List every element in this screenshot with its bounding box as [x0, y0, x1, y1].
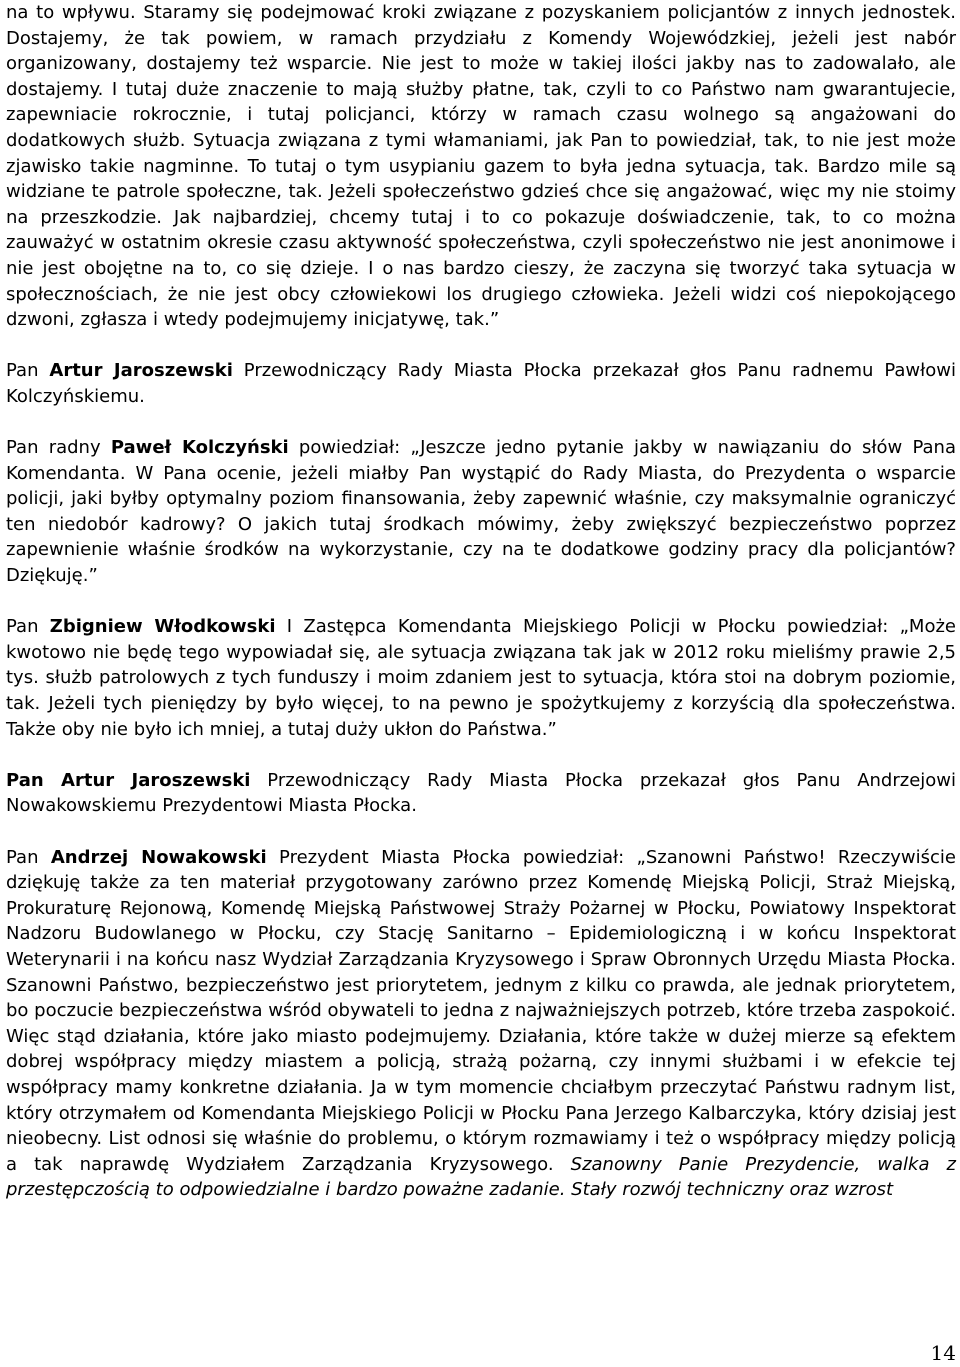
paragraph-chairman-passes-to-nowakowski: [6, 768, 956, 819]
paragraph-text: Pan radny: [6, 437, 111, 459]
paragraph-nowakowski-statement: [6, 845, 956, 1203]
speaker-name: Pan Artur Jaroszewski: [6, 769, 251, 791]
paragraph-text: Pan: [6, 360, 50, 382]
quoted-letter-text: Szanowny Panie Prezydencie, walka z przestępczością to odpowiedzialne i bardzo poważne zadanie. Stały rozwój techniczny oraz wzrost: [6, 1153, 956, 1201]
paragraph-text: Przewodniczący Rady Miasta Płocka przekazał głos Panu Andrzejowi Nowakowskiemu Prezydentowi Miasta Płocka.: [6, 769, 956, 817]
paragraph-text: Prezydent Miasta Płocka powiedział: „Szanowni Państwo! Rzeczywiście dziękuję także za ten materiał przygotowany zarówno przez Komendę Miejską Policji, Straż Miejską, Prokuraturę Rejonową, Komendę Miejską Państwowej Straży Pożarnej w Płocku, Powiatowy Inspektorat Nadzoru Budowlanego w Płocku, czy Stację Sanitarno – Epidemiologiczną i w końcu Inspektorat Weterynarii i na końcu nasz Wydział Zarządzania Kryzysowego i Spraw Obronnych Urzędu Miasta Płocka. Szanowni Państwo, bezpieczeństwo jest priorytetem, jednym z kilku co prawda, ale jednak priorytetem, bo poczucie bezpieczeństwa wśród obywateli to jedna z najważniejszych potrzeb, które trzeba zaspokoić. Więc stąd działania, które jako miasto podejmujemy. Działania, które także w dużej mierze są efektem dobrej współpracy między miastem a policją, strażą pożarną, czy innymi służbami i w efekcie tej współpracy mamy konkretne działania. Ja w tym momencie chciałbym przeczytać Państwu radnym list, który otrzymałem od Komendanta Miejskiego Policji w Płocku Pana Jerzego Kalbarczyka, który dzisiaj jest nieobecny. List odnosi się właśnie do problemu, o którym rozmawiamy i też o współpracy między policją a tak naprawdę Wydziałem Zarządzania Kryzysowego.: [6, 846, 956, 1175]
page-number: 14: [930, 1341, 956, 1365]
speaker-name: Zbigniew Włodkowski: [49, 616, 276, 638]
paragraph-text: Pan: [6, 846, 51, 868]
paragraph-chairman-passes-to-kolczynski: [6, 358, 956, 409]
paragraph-kolczynski-question: [6, 435, 956, 589]
speaker-name: Andrzej Nowakowski: [50, 846, 267, 868]
paragraph-wlodkowski-answer: [6, 614, 956, 742]
document-page: [6, 0, 956, 1203]
paragraph-text: powiedział: „Jeszcze jedno pytanie jakby w nawiązaniu do słów Pana Komendanta. W Pana ocenie, jeżeli miałby Pan wystąpić do Rady Miasta, do Prezydenta o wsparcie policji, jaki byłby optymalny poziom finansowania, żeby zapewnić właśnie, czy maksymalnie ograniczyć ten niedobór kadrowy? O jakich tutaj środkach mówimy, żeby zwiększyć bezpieczeństwo poprzez zapewnienie właśnie środków na wykorzystanie, czy na te dodatkowe godziny pracy dla policjantów? Dziękuję.”: [6, 437, 956, 587]
paragraph-text: Pan: [6, 616, 50, 638]
paragraph-text: I Zastępca Komendanta Miejskiego Policji w Płocku powiedział: „Może kwotowo nie będę tego wypowiadał się, ale sytuacja związana tak jak w 2012 roku mieliśmy prawie 2,5 tys. służb patrolowych z tych funduszy i moim zdaniem jest to sytuacja, która stoi na dobrym poziomie, tak. Jeżeli tych pieniędzy by było więcej, to na pewno je spożytkujemy z korzyścią dla społeczeństwa. Także oby nie było ich mniej, a tutaj duży ukłon do Państwa.”: [6, 616, 956, 740]
speaker-name: Artur Jaroszewski: [49, 360, 233, 382]
paragraph-text: na to wpływu. Staramy się podejmować kroki związane z pozyskaniem policjantów z innych jednostek. Dostajemy, że tak powiem, w ramach przydziału z Komendy Wojewódzkiej, jeżeli jest nabór organizowany, dostajemy też wsparcie. Nie jest to może w takiej ilości jakby nas to zadowalało, ale dostajemy. I tutaj duże znaczenie to mają służby płatne, tak, czyli to co Państwo nam gwarantujecie, zapewniacie rokrocznie, i tutaj policjanci, którzy w ramach czasu wolnego są angażowani do dodatkowych służb. Sytuacja związana z tymi włamaniami, jak Pan to powiedział, tak, to nie jest może zjawisko takie nagminne. To tutaj o tym usypianiu gazem to była jedna sytuacja, tak. Bardzo mile są widziane te patrole społeczne, tak. Jeżeli społeczeństwo gdzieś chce się angażować, więc my nie stoimy na przeszkodzie. Jak najbardziej, chcemy tutaj i to co pokazuje doświadczenie, tak, to co można zauważyć w ostatnim okresie czasu aktywność społeczeństwa, czyli społeczeństwo nie jest anonimowe i nie jest obojętne na to, co się dzieje. I o nas bardzo cieszy, że zaczyna się tworzyć taka sytuacja w społecznościach, że nie jest obcy człowiekowi los drugiego człowieka. Jeżeli widzi coś niepokojącego dzwoni, zgłasza i wtedy podejmujemy inicjatywę, tak.”: [6, 2, 956, 331]
speaker-name: Paweł Kolczyński: [110, 437, 289, 459]
paragraph-text: Przewodniczący Rady Miasta Płocka przekazał głos Panu radnemu Pawłowi Kolczyńskiemu.: [6, 360, 956, 407]
paragraph-police-statement-continued: [6, 0, 956, 333]
